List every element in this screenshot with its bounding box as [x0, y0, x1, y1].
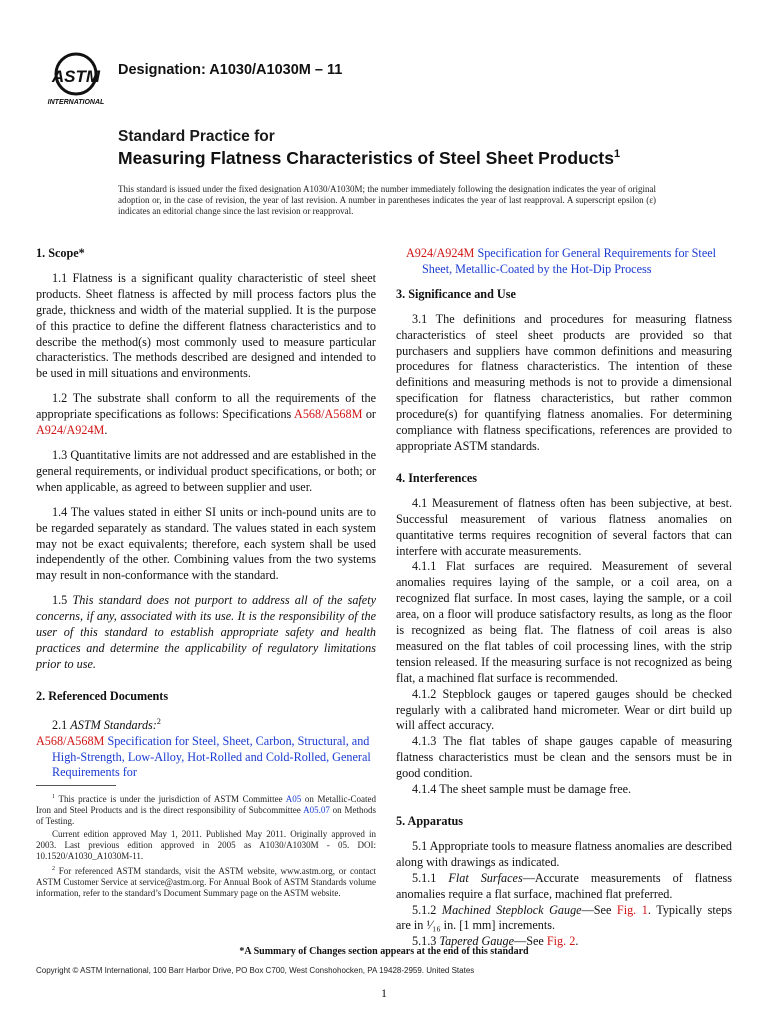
- para-4-1: 4.1 Measurement of flatness often has been subjective, at best. Successful measurement of various flatness anomalies on quantitative terms requires recognition of several factors that can interfere with accurate measurements.: [396, 495, 732, 558]
- document-title: [118, 148, 620, 169]
- para-2-1: [36, 714, 376, 734]
- logo-subtext: INTERNATIONAL: [47, 99, 105, 106]
- para-5-1-2-num: 5.1.2: [412, 902, 442, 917]
- footnote-1-b: on Metallic-Coated Iron and Steel Products and is the direct responsibility of Subcommittee: [36, 794, 376, 815]
- para-1-2-or: or: [362, 407, 376, 422]
- footnote-1-mark: 1: [52, 794, 55, 800]
- ref-title-a924[interactable]: Specification for General Requirements for Steel Sheet, Metallic-Coated by the Hot-Dip Process: [422, 246, 717, 276]
- para-2-1-num: 2.1: [52, 717, 71, 732]
- left-column: [36, 246, 376, 781]
- logo-text: ASTM: [51, 67, 101, 86]
- footnote-1-edition: Current edition approved May 1, 2011. Published May 2011. Originally approved in 2003. Last previous edition approved in 2005 as A1030/A1030M - 05. DOI: 10.1520/A1030_A1030M-11.: [36, 829, 376, 861]
- footnote-1-c: on Methods of Testing.: [36, 805, 376, 826]
- para-1-5: [36, 593, 376, 673]
- para-5-1-3-italic: Tapered Gauge: [439, 934, 515, 949]
- referenced-doc-a568: [36, 734, 376, 782]
- fig-1-link[interactable]: Fig. 1: [616, 902, 648, 917]
- para-1-5-italic: This standard does not purport to address all of the safety concerns, if any, associated with its use. It is the responsibility of the user of this standard to establish appropriate safety and health practices and determine the applicability of regulatory limitations prior to use.: [36, 593, 376, 671]
- para-5-1-2-italic: Machined Stepblock Gauge: [441, 902, 582, 917]
- ref-code-a924[interactable]: A924/A924M: [406, 246, 475, 260]
- para-5-1-1-num: 5.1.1: [412, 870, 449, 885]
- title-text: Measuring Flatness Characteristics of Steel Sheet Products: [118, 148, 614, 168]
- para-1-2-end: .: [104, 423, 108, 438]
- referenced-doc-a924: [396, 246, 732, 278]
- para-5-1-3-num: 5.1.3: [412, 934, 440, 949]
- ref-code-a568[interactable]: A568/A568M: [36, 733, 105, 748]
- para-3-1: 3.1 The definitions and procedures for measuring flatness characteristics of steel sheet products are provided so that purchasers and suppliers have common definitions and measuring procedures for flatness characteristics. The intention of these definitions and measuring methods is not to provide a dimensional specification for flatness characteristics, but rather common procedure(s) for quantifying flatness anomalies. For determining compliance with flatness specifications, references are provided to appropriate ASTM standards.: [396, 311, 732, 453]
- pretitle: Standard Practice for: [118, 128, 275, 145]
- para-1-4: 1.4 The values stated in either SI units or inch-pound units are to be regarded separately as standard. The values stated in each system may not be exact equivalents; therefore, each system shall be used independently of the other. Combining values from the two systems may result in non-conformance with the standard.: [36, 504, 376, 583]
- designation-notice: This standard is issued under the fixed designation A1030/A1030M; the number immediately following the designation indicates the year of original adoption or, in the case of revision, the year of last revision. A number in parentheses indicates the year of last reapproval. A superscript epsilon (ε) indicates an editorial change since the last revision or reapproval.: [118, 184, 656, 216]
- footnote-1: [36, 792, 376, 827]
- para-2-1-italic: ASTM Standards:: [70, 717, 157, 732]
- para-4-1-1: 4.1.1 Flat surfaces are required. Measurement of several anomalies requires laying of the sample, or a coil area, on a recognized flat surface. In most cases, laying the sample, or a coil area, on a floor will produce satisfactory results, as long as the floor is recognized as being flat. The flatness of coil areas is also measured on the flat tables of coil processing lines, with the strip tension released. If the measuring surface is not recognized as being flat, a machined flat surface is recommended.: [396, 559, 732, 685]
- footnote-2-mark: 2: [52, 866, 55, 872]
- page-number: 1: [381, 986, 387, 1000]
- para-5-1: 5.1 Appropriate tools to measure flatness anomalies are described along with drawings as indicated.: [396, 838, 732, 869]
- astm-logo-icon: [46, 50, 112, 106]
- para-1-2-text: 1.2 The substrate shall conform to all the requirements of the appropriate specifications as follows: Specifications: [36, 391, 376, 422]
- footnote-2-text: For referenced ASTM standards, visit the ASTM website, www.astm.org, or contact ASTM Customer Service at service@astm.org. For Annual Book of ASTM Standards volume information, refer to the standard’s Document Summary page on the ASTM website.: [36, 866, 376, 898]
- ref-title-a568[interactable]: Specification for Steel, Sheet, Carbon, Structural, and High-Strength, Low-Alloy, Hot-Rolled and Cold-Rolled, General Requirements for: [52, 733, 371, 780]
- copyright: Copyright © ASTM International, 100 Barr Harbor Drive, PO Box C700, West Conshohocken, PA 19428-2959. United States: [36, 966, 475, 975]
- para-5-1-1-italic: Flat Surfaces: [448, 870, 523, 885]
- para-5-1-1: [396, 871, 732, 903]
- section-4-heading: 4. Interferences: [396, 470, 477, 485]
- para-1-5-num: 1.5: [52, 593, 73, 608]
- para-1-3: 1.3 Quantitative limits are not addressed and are established in the general requirements, or individual product specifications, or both; or when applicable, as agreed to between supplier and user.: [36, 447, 376, 494]
- para-5-1-2-text2: . Typically steps are in ¹⁄₁₆ in. [1 mm] increments.: [396, 902, 732, 933]
- subcommittee-a05-07-link[interactable]: A05.07: [303, 805, 330, 815]
- section-2-heading: 2. Referenced Documents: [36, 688, 169, 703]
- designation: Designation: A1030/A1030M – 11: [118, 62, 343, 78]
- right-column: [396, 246, 732, 950]
- section-5-heading: 5. Apparatus: [396, 814, 464, 828]
- para-5-1-2-text: —See: [581, 902, 617, 917]
- ref-link-a568[interactable]: A568/A568M: [294, 407, 363, 422]
- para-1-2: [36, 391, 376, 439]
- para-5-1-2: [396, 903, 732, 935]
- section-3-heading: 3. Significance and Use: [396, 286, 516, 301]
- para-5-1-3-end: .: [575, 934, 579, 949]
- astm-logo: [46, 50, 112, 106]
- footnotes: [36, 792, 376, 899]
- fig-2-link[interactable]: Fig. 2: [546, 934, 576, 949]
- para-2-1-sup: 2: [156, 716, 161, 726]
- title-footnote-mark: 1: [614, 148, 621, 161]
- footnote-1-a: This practice is under the jurisdiction of ASTM Committee: [55, 794, 286, 804]
- ref-link-a924[interactable]: A924/A924M: [36, 423, 105, 438]
- section-1-heading: 1. Scope*: [36, 246, 85, 260]
- para-4-1-4: 4.1.4 The sheet sample must be damage free.: [412, 782, 632, 797]
- para-1-1: 1.1 Flatness is a significant quality characteristic of steel sheet products. Sheet flatness is affected by mill process factors plus the grade, thickness and width of the material supplied. It is the purpose of this practice to define the different flatness characteristics and to describe the method(s) most commonly used to measure particular characteristics. The methods described are designed and intended to be used in mill situations and environments.: [36, 270, 376, 381]
- committee-a05-link[interactable]: A05: [285, 794, 302, 804]
- para-5-1-3-text: —See: [514, 934, 547, 949]
- summary-of-changes-note: *A Summary of Changes section appears at the end of this standard: [239, 946, 529, 957]
- para-4-1-2: 4.1.2 Stepblock gauges or tapered gauges should be checked regularly with a calibrated hand micrometer. Wear or dirt build up will affect accuracy.: [396, 686, 732, 733]
- para-4-1-3: 4.1.3 The flat tables of shape gauges capable of measuring flatness characteristics must be clean and the sensors must be in good condition.: [396, 734, 732, 781]
- para-5-1-1-text: —Accurate measurements of flatness anomalies require a flat surface, machined flat preferred.: [396, 870, 732, 901]
- footnote-rule: [36, 785, 116, 786]
- footnote-2: [36, 864, 376, 899]
